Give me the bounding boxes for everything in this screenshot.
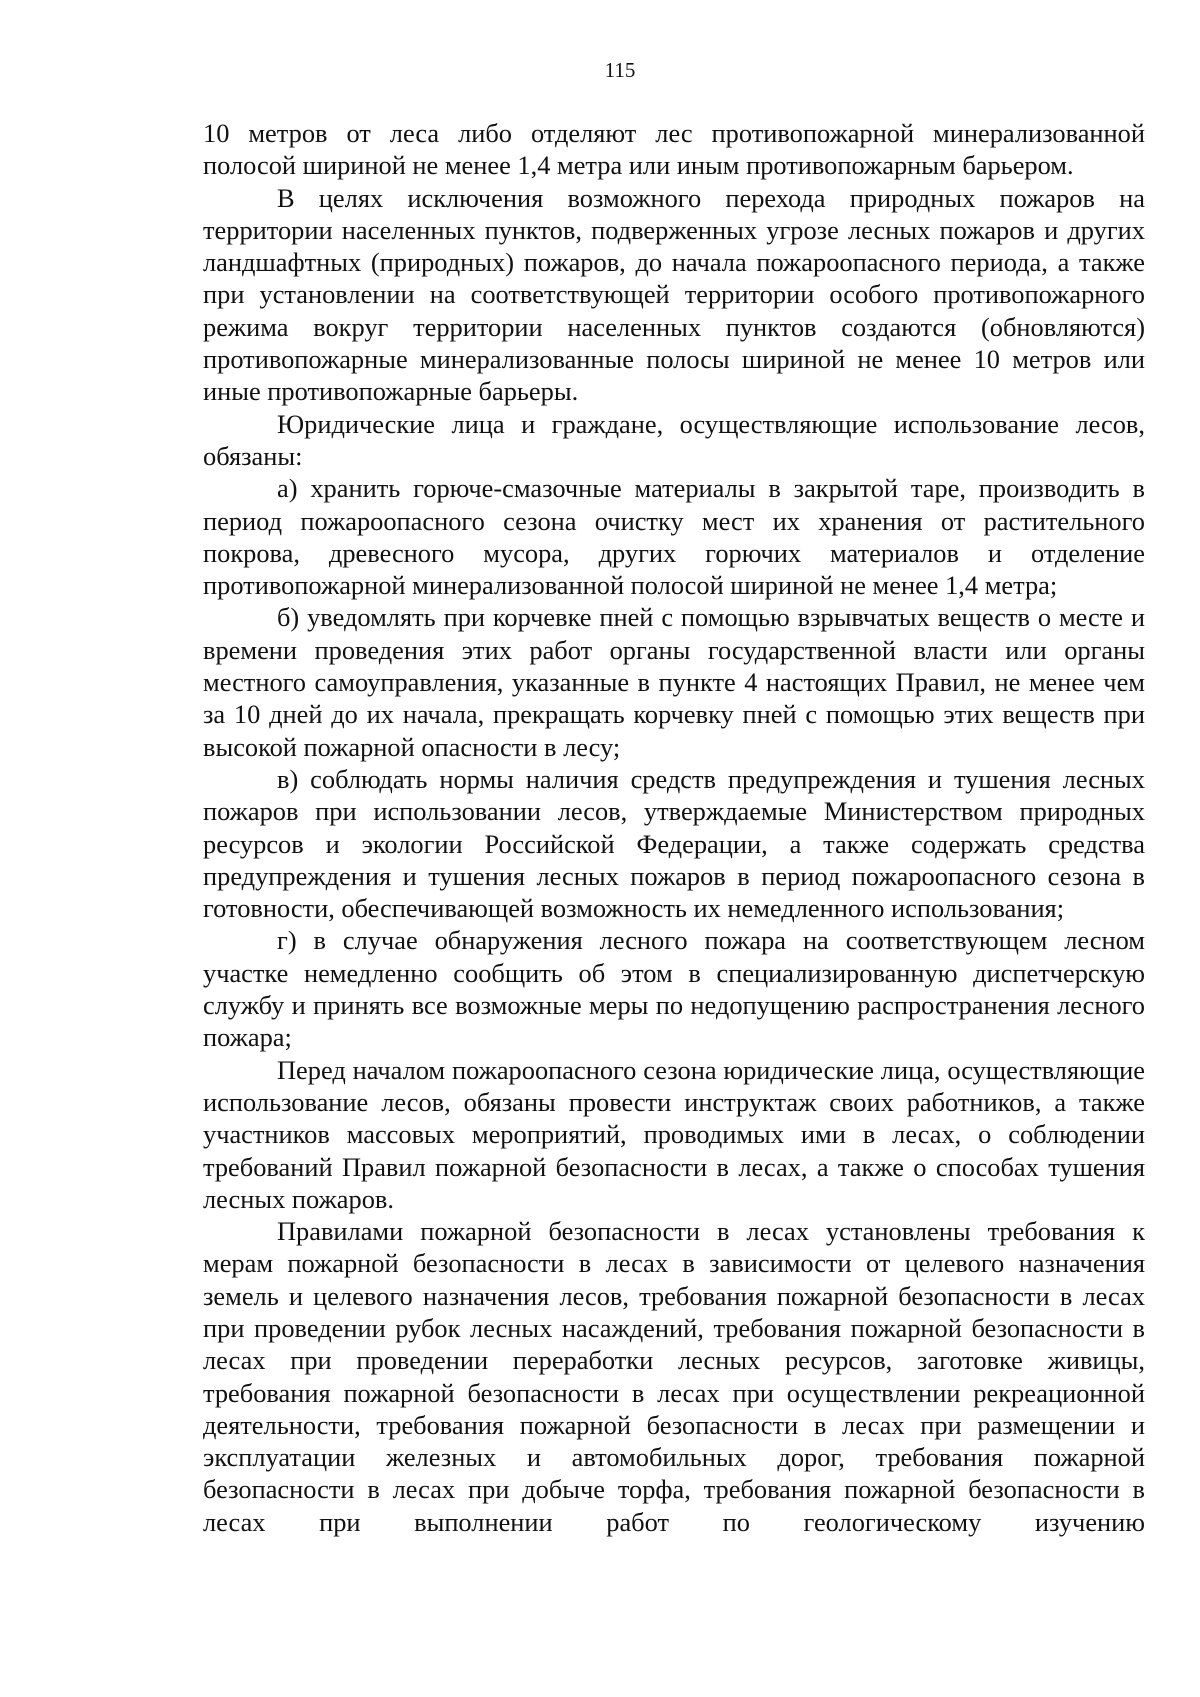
paragraph-instruction: Перед началом пожароопасного сезона юридические лица, осуществляющие использование лесов, обязаны провести инструктаж своих работников, а также участников массовых мероприятий, проводимых ими в лесах, о соблюдении требований Правил пожарной безопасности в лесах, а также о способах тушения лесных пожаров.: [203, 1054, 1145, 1214]
paragraph-continuation: 10 метров от леса либо отделяют лес противопожарной минерализованной полосой шириной не менее 1,4 метра или иным противопожарным барьером.: [203, 118, 1145, 181]
paragraph-rules-requirements: Правилами пожарной безопасности в лесах установлены требования к мерам пожарной безопасности в лесах в зависимости от целевого назначения земель и целевого назначения лесов, требования пожарной безопасности в лесах при проведении рубок лесных насаждений, требования пожарной безопасности в лесах при проведении переработки лесных ресурсов, заготовке живицы, требования пожарной безопасности в лесах при осуществлении рекреационной деятельности, требования пожарной безопасности в лесах при размещении и эксплуатации железных и автомобильных дорог, требования пожарной безопасности в лесах при добыче торфа, требования пожарной безопасности в лесах при выполнении работ по геологическому изучению: [203, 1216, 1145, 1537]
document-body: [203, 117, 1145, 1538]
list-item-b: б) уведомлять при корчевке пней с помощью взрывчатых веществ о месте и времени проведения этих работ органы государственной власти или органы местного самоуправления, указанные в пункте 4 настоящих Правил, не менее чем за 10 дней до их начала, прекращать корчевку пней с помощью этих веществ при высокой пожарной опасности в лесу;: [203, 602, 1145, 762]
list-item-v: в) соблюдать нормы наличия средств предупреждения и тушения лесных пожаров при использовании лесов, утверждаемые Министерством природных ресурсов и экологии Российской Федерации, а также содержать средства предупреждения и тушения лесных пожаров в период пожароопасного сезона в готовности, обеспечивающей возможность их немедленного использования;: [203, 763, 1145, 924]
paragraph-obligations-intro: Юридические лица и граждане, осуществляющие использование лесов, обязаны:: [203, 408, 1145, 471]
list-item-a: а) хранить горюче-смазочные материалы в закрытой таре, производить в период пожароопасного сезона очистку мест их хранения от растительного покрова, древесного мусора, других горючих материалов и отделение противопожарной минерализованной полосой шириной не менее 1,4 метра;: [203, 473, 1145, 601]
page-number: 115: [604, 58, 636, 82]
paragraph-fire-breaks: В целях исключения возможного перехода природных пожаров на территории населенных пунктов, подверженных угрозе лесных пожаров и других ландшафтных (природных) пожаров, до начала пожароопасного периода, а также при установлении на соответствующей территории особого противопожарного режима вокруг территории населенных пунктов создаются (обновляются) противопожарные минерализованные полосы шириной не менее 10 метров или иные противопожарные барьеры.: [203, 182, 1145, 407]
list-item-g: г) в случае обнаружения лесного пожара на соответствующем лесном участке немедленно сообщить об этом в специализированную диспетчерскую службу и принять все возможные меры по недопущению распространения лесного пожара;: [203, 925, 1145, 1053]
